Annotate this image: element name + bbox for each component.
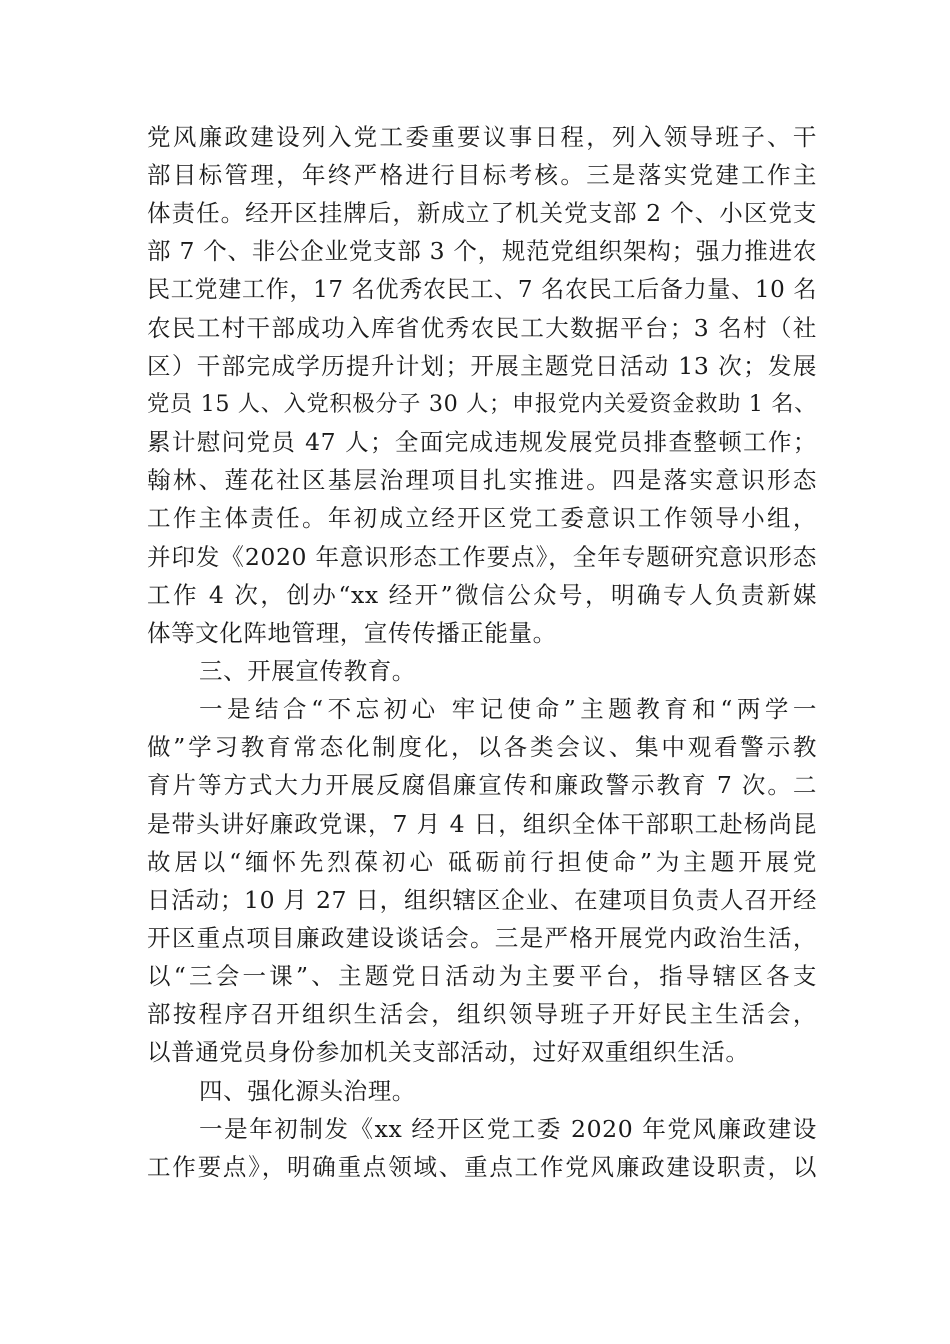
text-line: 是带头讲好廉政党课，7 月 4 日，组织全体干部职工赴杨尚昆 <box>147 809 817 838</box>
text-line: 开区重点项目廉政建设谈话会。三是严格开展党内政治生活， <box>147 923 817 952</box>
text-line: 工作 4 次，创办“xx 经开”微信公众号，明确专人负责新媒 <box>147 580 817 609</box>
text-line: 工作要点》，明确重点领域、重点工作党风廉政建设职责，以 <box>147 1152 817 1181</box>
text-line: 育片等方式大力开展反腐倡廉宣传和廉政警示教育 7 次。二 <box>147 771 817 800</box>
text-line: 体等文化阵地管理，宣传传播正能量。 <box>147 618 557 647</box>
text-line: 工作主体责任。年初成立经开区党工委意识工作领导小组， <box>147 504 817 533</box>
text-line: 四、强化源头治理。 <box>199 1076 416 1105</box>
text-line: 一是结合“不忘初心 牢记使命”主题教育和“两学一 <box>199 695 817 724</box>
text-line: 部按程序召开组织生活会，组织领导班子开好民主生活会， <box>147 1000 817 1029</box>
text-line: 民工党建工作，17 名优秀农民工、7 名农民工后备力量、10 名 <box>147 276 817 303</box>
text-line: 体责任。经开区挂牌后，新成立了机关党支部 2 个、小区党支 <box>147 199 817 228</box>
text-line: 以“三会一课”、主题党日活动为主要平台，指导辖区各支 <box>147 962 817 991</box>
text-line: 区）干部完成学历提升计划；开展主题党日活动 13 次；发展 <box>147 351 817 380</box>
text-line: 翰林、莲花社区基层治理项目扎实推进。四是落实意识形态 <box>147 466 817 495</box>
document-body <box>147 118 817 1186</box>
text-line: 累计慰问党员 47 人；全面完成违规发展党员排查整顿工作； <box>147 428 817 457</box>
text-line: 做”学习教育常态化制度化，以各类会议、集中观看警示教 <box>147 733 817 762</box>
text-line: 部 7 个、非公企业党支部 3 个，规范党组织架构；强力推进农 <box>147 237 817 266</box>
text-line: 三、开展宣传教育。 <box>199 656 416 685</box>
text-line: 农民工村干部成功入库省优秀农民工大数据平台；3 名村（社 <box>147 313 817 342</box>
text-line: 部目标管理，年终严格进行目标考核。三是落实党建工作主 <box>147 161 817 190</box>
text-line: 以普通党员身份参加机关支部活动，过好双重组织生活。 <box>147 1038 750 1067</box>
text-line: 一是年初制发《xx 经开区党工委 2020 年党风廉政建设 <box>199 1114 817 1143</box>
text-line: 并印发《2020 年意识形态工作要点》，全年专题研究意识形态 <box>147 542 817 571</box>
text-line: 故居以“缅怀先烈葆初心 砥砺前行担使命”为主题开展党 <box>147 847 817 876</box>
text-line: 党员 15 人、入党积极分子 30 人；申报党内关爱资金救助 1 名、 <box>147 390 817 417</box>
text-line: 日活动；10 月 27 日，组织辖区企业、在建项目负责人召开经 <box>147 885 817 914</box>
text-line: 党风廉政建设列入党工委重要议事日程，列入领导班子、干 <box>147 123 817 151</box>
